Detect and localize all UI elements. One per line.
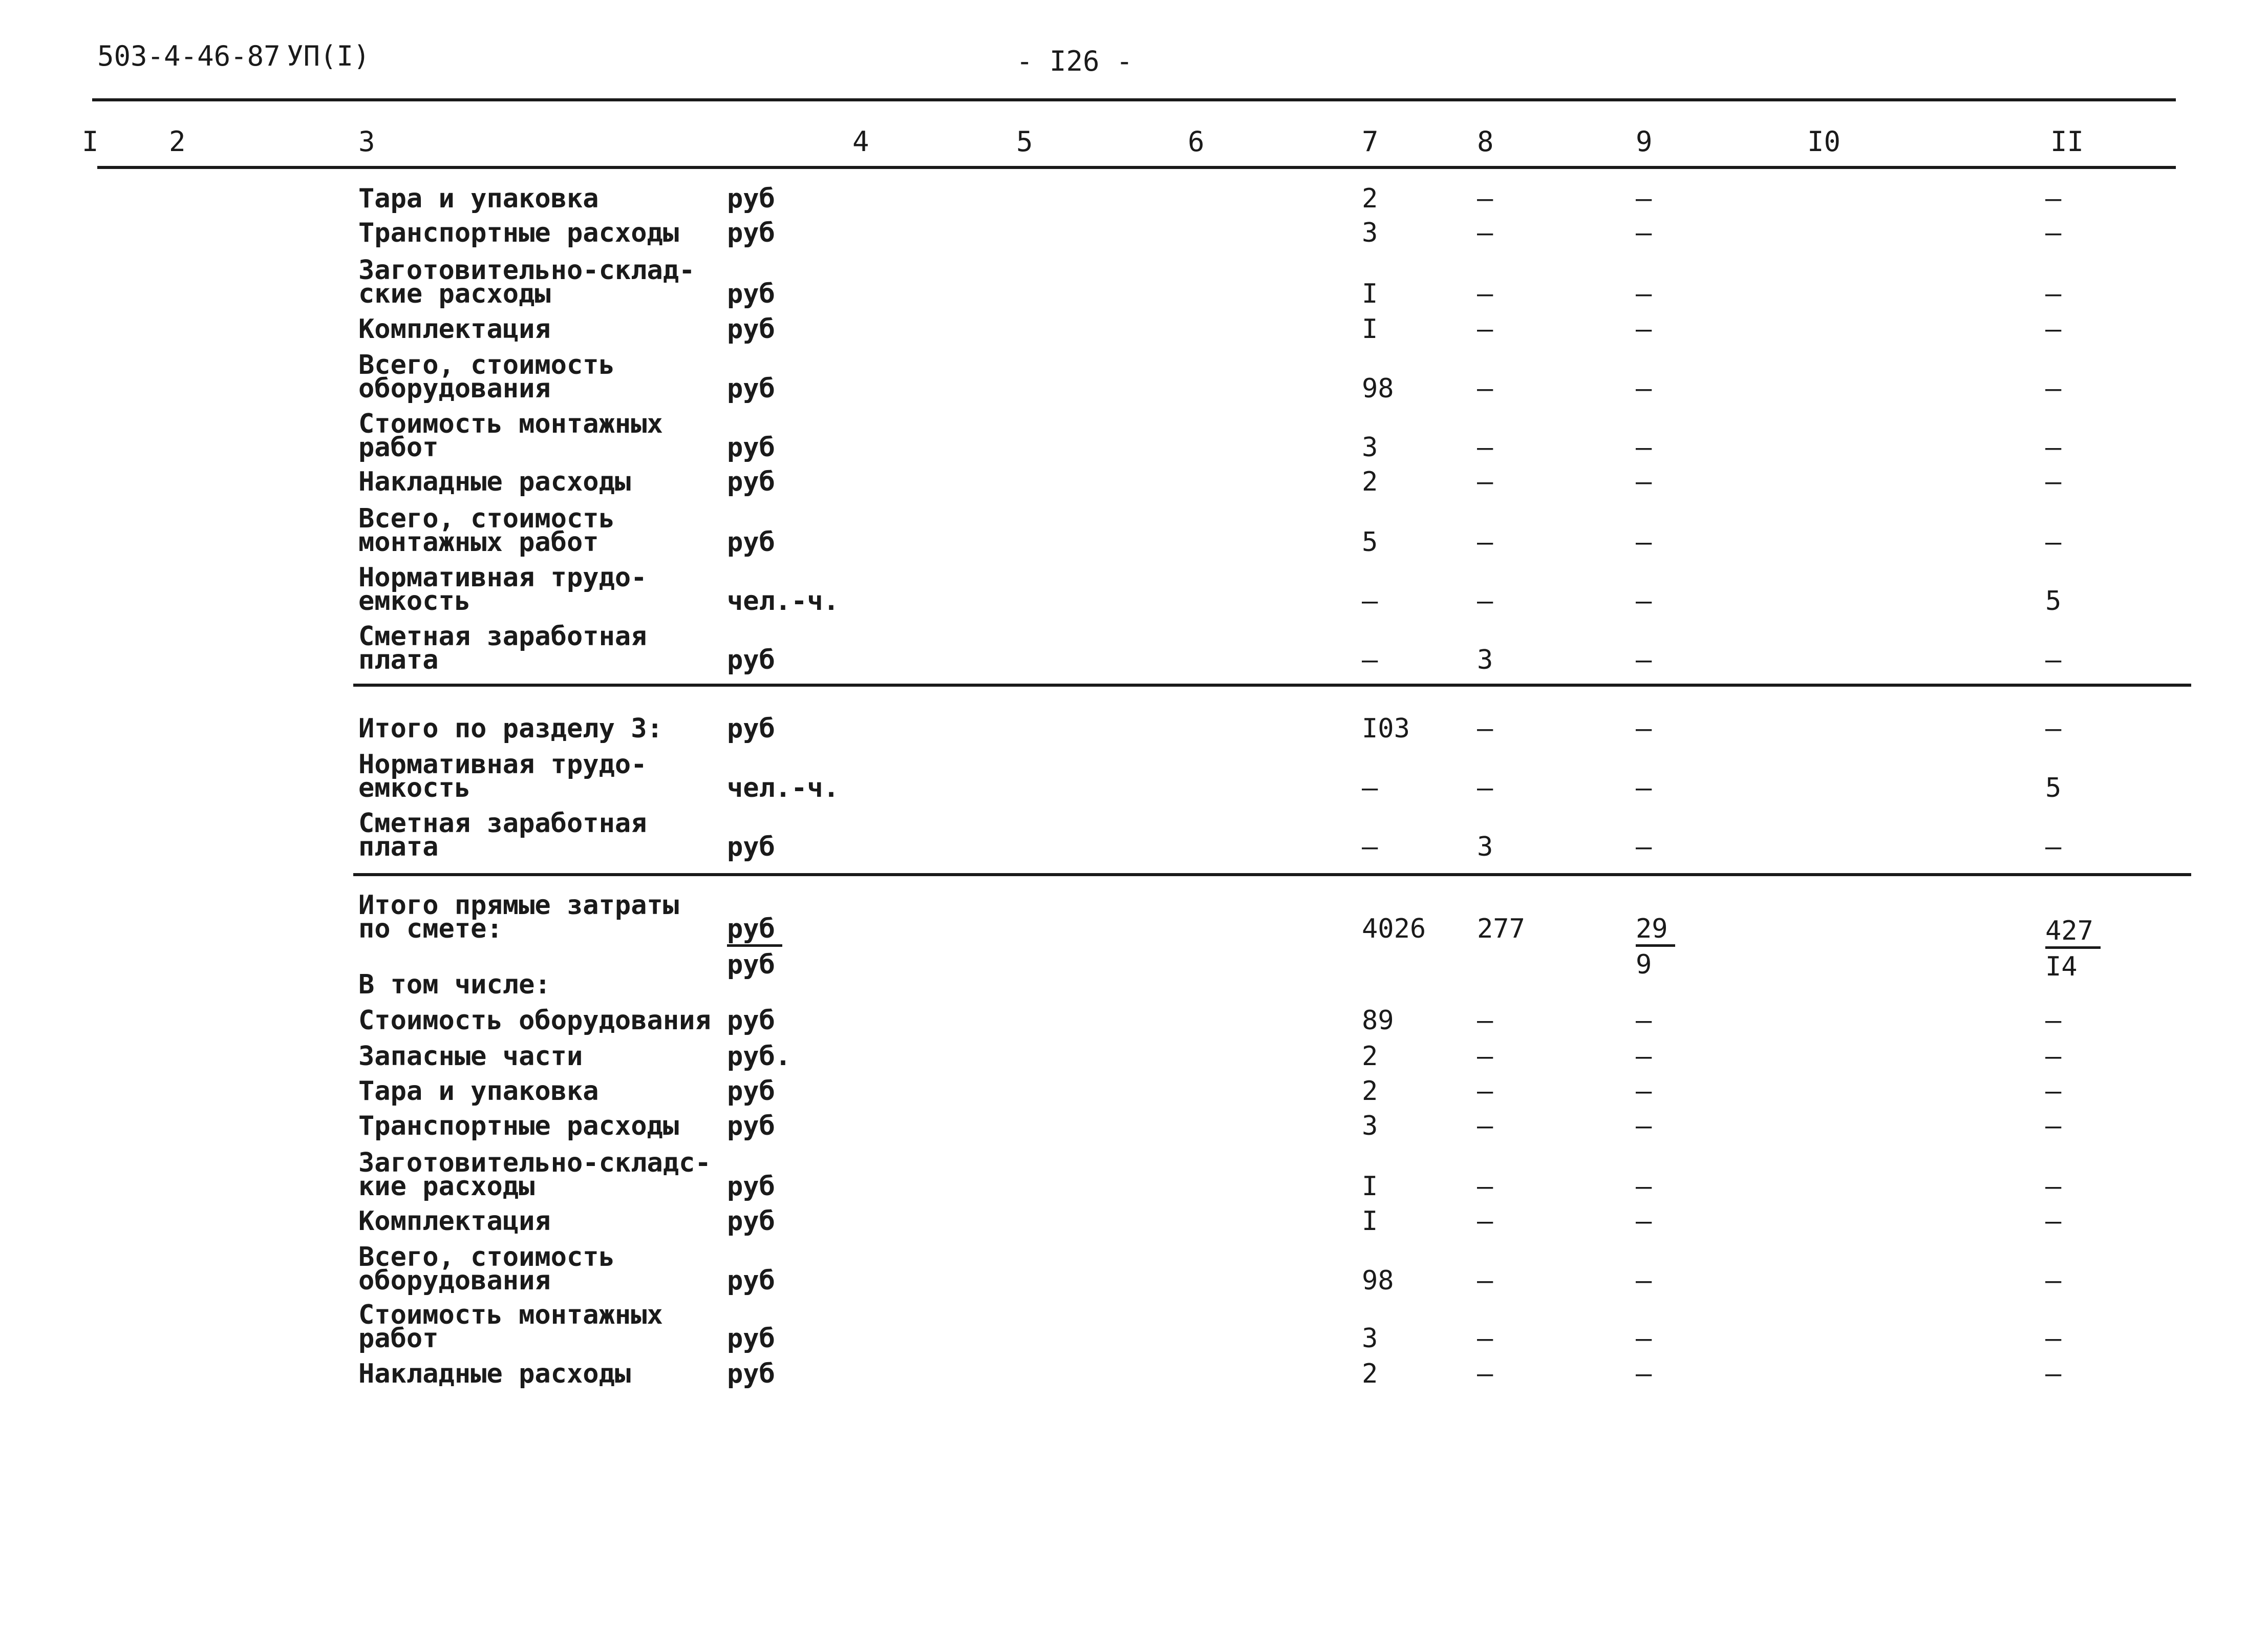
col7-value: –	[1362, 586, 1378, 617]
column-header-rule	[97, 166, 2176, 169]
col7-value: 3	[1362, 218, 1378, 248]
col9-value: –	[1636, 1076, 1652, 1107]
item-name: Запасные части	[358, 1041, 583, 1072]
col9-value: –	[1636, 527, 1652, 558]
totals-col9-numerator: 29	[1636, 914, 1675, 947]
col11-value: –	[2045, 527, 2062, 558]
col8-value: –	[1477, 1265, 1493, 1296]
item-unit: руб	[727, 1359, 775, 1389]
col11-value: –	[2045, 432, 2062, 463]
col11-value: 5	[2045, 773, 2062, 803]
item-unit: руб	[727, 466, 775, 497]
item-name: Всего, стоимость	[358, 350, 615, 380]
item-unit: руб	[727, 527, 775, 558]
column-number-4: 4	[852, 125, 869, 158]
item-unit: руб.	[727, 1041, 791, 1072]
col9-value: –	[1636, 432, 1652, 463]
totals-divider-rule	[353, 873, 2191, 876]
col8-value: –	[1477, 1171, 1493, 1202]
header-top-rule	[92, 98, 2176, 101]
item-unit: руб	[727, 645, 775, 675]
col7-value: 3	[1362, 432, 1378, 463]
col9-value: –	[1636, 1171, 1652, 1202]
totals-unit-top: руб	[727, 914, 782, 947]
item-name-continued: кие расходы	[358, 1171, 535, 1202]
item-unit: руб	[727, 1206, 775, 1237]
col9-value: –	[1636, 1359, 1652, 1389]
column-number-6: 6	[1188, 125, 1205, 158]
col9-value: –	[1636, 1206, 1652, 1237]
col11-value: –	[2045, 1005, 2062, 1036]
column-number-2: 2	[169, 125, 186, 158]
item-name-continued: емкость	[358, 773, 471, 803]
including-subheading: В том числе:	[358, 969, 551, 1000]
item-name: Тара и упаковка	[358, 183, 599, 214]
col8-value: –	[1477, 1005, 1493, 1036]
col7-value: 98	[1362, 373, 1394, 404]
column-number-1: I	[82, 125, 99, 158]
item-name: Сметная заработная	[358, 621, 647, 652]
totals-col11-numerator: 427	[2045, 916, 2101, 949]
item-name: Всего, стоимость	[358, 1242, 615, 1273]
col8-value: –	[1477, 218, 1493, 248]
item-unit: руб	[727, 832, 775, 862]
totals-col11-denominator: I4	[2045, 951, 2078, 982]
col9-value: –	[1636, 1265, 1652, 1296]
column-number-10: I0	[1807, 125, 1841, 158]
col11-value: –	[2045, 832, 2062, 862]
item-unit: руб	[727, 1323, 775, 1354]
col8-value: 3	[1477, 832, 1493, 862]
col11-value: 5	[2045, 586, 2062, 617]
column-number-3: 3	[358, 125, 375, 158]
item-name-continued: работ	[358, 1323, 439, 1354]
col7-value: –	[1362, 832, 1378, 862]
col9-value: –	[1636, 1111, 1652, 1141]
item-name-continued: емкость	[358, 586, 471, 617]
totals-label-continued: по смете:	[358, 914, 503, 944]
item-unit: руб	[727, 1005, 775, 1036]
document-code: 503-4-46-87	[97, 40, 281, 72]
col9-value: –	[1636, 1041, 1652, 1072]
col9-value: –	[1636, 1323, 1652, 1354]
col7-value: 5	[1362, 527, 1378, 558]
item-unit: руб	[727, 218, 775, 248]
column-number-5: 5	[1016, 125, 1033, 158]
col8-value: –	[1477, 586, 1493, 617]
col11-value: –	[2045, 713, 2062, 744]
col7-value: 2	[1362, 183, 1378, 214]
item-name: Комплектация	[358, 314, 551, 345]
col11-value: –	[2045, 1041, 2062, 1072]
col8-value: –	[1477, 1359, 1493, 1389]
col8-value: –	[1477, 373, 1493, 404]
item-unit: руб	[727, 1171, 775, 1202]
col8-value: –	[1477, 279, 1493, 309]
col7-value: 3	[1362, 1323, 1378, 1354]
item-unit: руб	[727, 713, 775, 744]
col8-value: –	[1477, 314, 1493, 345]
col9-value: –	[1636, 218, 1652, 248]
col11-value: –	[2045, 466, 2062, 497]
col9-value: –	[1636, 466, 1652, 497]
col11-value: –	[2045, 1171, 2062, 1202]
column-number-9: 9	[1636, 125, 1653, 158]
item-unit: руб	[727, 314, 775, 345]
col7-value: –	[1362, 773, 1378, 803]
col7-value: 2	[1362, 1076, 1378, 1107]
col9-value: –	[1636, 773, 1652, 803]
col11-value: –	[2045, 1206, 2062, 1237]
item-name: Заготовительно-складс-	[358, 1148, 711, 1178]
col7-value: 2	[1362, 1359, 1378, 1389]
item-name-continued: плата	[358, 832, 439, 862]
col9-value: –	[1636, 314, 1652, 345]
col8-value: –	[1477, 432, 1493, 463]
col11-value: –	[2045, 645, 2062, 675]
col7-value: 89	[1362, 1005, 1394, 1036]
album-code: УП(I)	[287, 40, 370, 72]
col7-value: –	[1362, 645, 1378, 675]
item-unit: руб	[727, 432, 775, 463]
col8-value: –	[1477, 1323, 1493, 1354]
col8-value: –	[1477, 773, 1493, 803]
col9-value: –	[1636, 373, 1652, 404]
col9-value: –	[1636, 1005, 1652, 1036]
item-name-continued: оборудования	[358, 1265, 551, 1296]
col9-value: –	[1636, 183, 1652, 214]
col8-value: –	[1477, 713, 1493, 744]
item-name: Стоимость оборудования	[358, 1005, 711, 1036]
totals-unit-bottom: руб	[727, 949, 775, 980]
item-unit: чел.-ч.	[727, 586, 840, 617]
col7-value: I03	[1362, 713, 1410, 744]
item-name-continued: ские расходы	[358, 279, 551, 309]
item-name: Заготовительно-склад-	[358, 255, 695, 286]
col8-value: –	[1477, 527, 1493, 558]
totals-col7-value: 4026	[1362, 914, 1426, 944]
totals-col9-denominator: 9	[1636, 949, 1652, 980]
col7-value: I	[1362, 279, 1378, 309]
item-name: Накладные расходы	[358, 466, 631, 497]
item-name: Накладные расходы	[358, 1359, 631, 1389]
col7-value: I	[1362, 1171, 1378, 1202]
col7-value: I	[1362, 314, 1378, 345]
col8-value: –	[1477, 1111, 1493, 1141]
col9-value: –	[1636, 713, 1652, 744]
item-name: Стоимость монтажных	[358, 1300, 663, 1330]
item-name-continued: плата	[358, 645, 439, 675]
col11-value: –	[2045, 1111, 2062, 1141]
item-name: Нормативная трудо-	[358, 749, 647, 780]
column-number-8: 8	[1477, 125, 1494, 158]
col7-value: I	[1362, 1206, 1378, 1237]
col9-value: –	[1636, 586, 1652, 617]
col8-value: –	[1477, 1041, 1493, 1072]
column-number-11: II	[2050, 125, 2084, 158]
item-name: Итого по разделу 3:	[358, 713, 663, 744]
item-unit: руб	[727, 1265, 775, 1296]
col9-value: –	[1636, 645, 1652, 675]
col11-value: –	[2045, 1265, 2062, 1296]
item-name: Транспортные расходы	[358, 1111, 679, 1141]
item-unit: руб	[727, 279, 775, 309]
col7-value: 2	[1362, 1041, 1378, 1072]
item-name-continued: работ	[358, 432, 439, 463]
col8-value: –	[1477, 466, 1493, 497]
section-divider-rule	[353, 684, 2191, 687]
col9-value: –	[1636, 832, 1652, 862]
col8-value: 3	[1477, 645, 1493, 675]
col11-value: –	[2045, 314, 2062, 345]
item-name-continued: оборудования	[358, 373, 551, 404]
item-name: Комплектация	[358, 1206, 551, 1237]
col7-value: 98	[1362, 1265, 1394, 1296]
item-name: Сметная заработная	[358, 808, 647, 839]
col11-value: –	[2045, 183, 2062, 214]
col11-value: –	[2045, 218, 2062, 248]
col11-value: –	[2045, 1359, 2062, 1389]
item-name: Стоимость монтажных	[358, 409, 663, 439]
col11-value: –	[2045, 1323, 2062, 1354]
item-unit: руб	[727, 1111, 775, 1141]
item-name: Тара и упаковка	[358, 1076, 599, 1107]
item-unit: чел.-ч.	[727, 773, 840, 803]
totals-col8-value: 277	[1477, 914, 1525, 944]
item-unit: руб	[727, 183, 775, 214]
item-name: Нормативная трудо-	[358, 562, 647, 593]
item-name-continued: монтажных работ	[358, 527, 599, 558]
item-unit: руб	[727, 1076, 775, 1107]
item-name: Транспортные расходы	[358, 218, 679, 248]
col7-value: 3	[1362, 1111, 1378, 1141]
col8-value: –	[1477, 1076, 1493, 1107]
totals-label: Итого прямые затраты	[358, 890, 679, 921]
col8-value: –	[1477, 1206, 1493, 1237]
item-name: Всего, стоимость	[358, 503, 615, 534]
column-number-7: 7	[1362, 125, 1379, 158]
item-unit: руб	[727, 373, 775, 404]
col9-value: –	[1636, 279, 1652, 309]
col7-value: 2	[1362, 466, 1378, 497]
col8-value: –	[1477, 183, 1493, 214]
col11-value: –	[2045, 1076, 2062, 1107]
col11-value: –	[2045, 279, 2062, 309]
col11-value: –	[2045, 373, 2062, 404]
page-number: - I26 -	[1016, 45, 1133, 77]
